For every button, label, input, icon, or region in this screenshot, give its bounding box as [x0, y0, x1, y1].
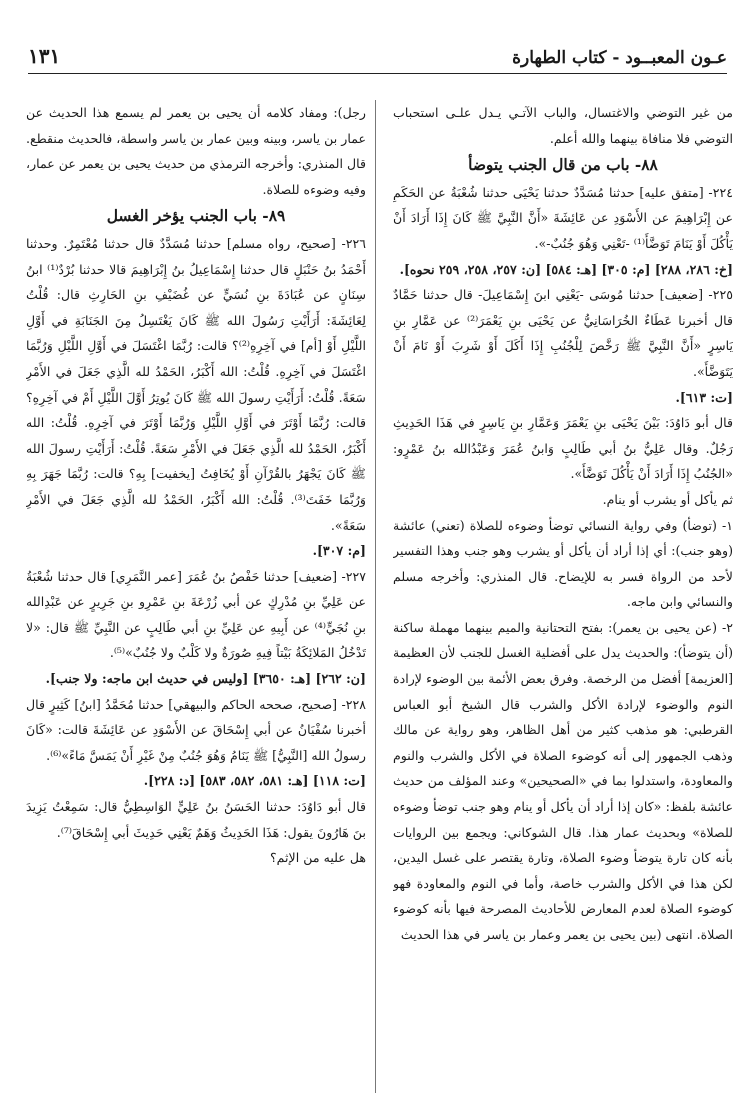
reference-line: [خ: ٢٨٦، ٢٨٨] [م: ٣٠٥] [هـ: ٥٨٤] [ن: ٢٥٧، ٢٥٨، ٢٥٩ نحوه].	[399, 261, 733, 277]
reference-line: [ت: ٦١٣].	[675, 389, 733, 405]
section-heading: ٨٩- باب الجنب يؤخر الغسل	[106, 207, 286, 226]
hadith-paragraph: ٢٢٨- [صحيح، صححه الحاكم والبيهقي] حدثنا مُحَمَّدُ [ابنُ] كَثِيرٍ قال أخبرنا سُفْيَانُ عن أبي إِسْحَاقَ عن الأَسْوَدِ عن عَائِشَةَ قالت: «كَانَ رسولُ الله [النَّبِيُّ] ﷺ يَنَامُ وَهُوَ جُنُبٌ مِنْ غَيْرِ أَنْ يَمَسَّ مَاءً»⁽⁶⁾.	[26, 696, 366, 763]
page-number: ١٣١	[28, 44, 61, 68]
commentary-paragraph: رجل): ومفاد كلامه أن يحيى بن يعمر لم يسمع هذا الحديث عن عمار بن ياسر، وبينه وبين عمار بن ياسر واسطة، فالحديث منقطع. قال المنذري: وأخرجه الترمذي من حديث يحيى بن يعمر عن عمار، وفيه وضوءه للصلاة.	[26, 105, 366, 197]
commentary-paragraph: من غير التوضي والاغتسال، والباب الآتـي يـدل علـى استحباب التوضي فلا منافاة بينهما والله أعلم.	[393, 105, 733, 146]
column-divider	[375, 100, 376, 1093]
hadith-paragraph: قال أبو دَاوُدَ: بَيْنَ يَحْيَى بنِ يَعْمَرَ وَعَمَّارِ بنِ يَاسِرٍ في هَذَا الحَدِيثِ رَجُلٌ. وقال عَلِيُّ بنُ أبي طَالِبٍ وَابنُ عُمَرَ وَعَبْدُالله بنُ عَمْرٍو: «الجُنُبُ إِذَا أَرَادَ أَنْ يَأْكُلَ تَوَضَّأَ».	[393, 415, 733, 482]
commentary-paragraph: هل عليه من الإثم؟	[269, 850, 366, 866]
hadith-paragraph: قال أبو دَاوُدَ: حدثنا الحَسَنُ بنُ عَلِيٍّ الوَاسِطِيُّ قال: سَمِعْتُ يَزِيدَ بنَ هَارُونَ يقول: هَذَا الحَدِيثُ وَهَمٌ يَعْنِي حَدِيثَ أبي إِسْحَاقَ⁽⁷⁾.	[26, 799, 366, 840]
commentary-paragraph: ثم يأكل أو يشرب أو ينام.	[602, 491, 733, 507]
hadith-paragraph: ٢٢٧- [ضعيف] حدثنا حَفْصُ بنُ عُمَرَ [عمر النَّمَرِي] قال حدثنا شُعْبَةُ عن عَلِيِّ بنِ مُدْرِكٍ عن أبي زُرْعَةَ بنِ عَمْرِو بنِ جَرِيرٍ عن عَبْدِالله بنِ نُجَيٍّ⁽⁴⁾ عن أَبِيهِ عن عَلِيِّ بنِ أبي طَالِبٍ عن النَّبِيِّ ﷺ قال: «لا تَدْخُلُ المَلائِكَةُ بَيْتاً فِيهِ صُورَةٌ ولا كَلْبٌ ولا جُنُبٌ»⁽⁵⁾.	[26, 568, 366, 661]
right-column	[393, 100, 733, 1097]
hadith-paragraph: ٢٢٦- [صحيح، رواه مسلم] حدثنا مُسَدَّدٌ قال حدثنا مُعْتَمِرٌ. وحدثنا أَحْمَدُ بنُ حَنْبَلٍ قال حدثنا إِسْمَاعِيلُ بنُ إِبْرَاهِيمَ قالا حدثنا بُرْدٌ⁽¹⁾ ابنُ سِنَانٍ عن عُبَادَةَ بنِ نُسَيٍّ عن غُضَيْفِ بنِ الحَارِثِ قال: قُلْتُ لِعَائِشَةَ: أَرَأَيْتِ رَسُولَ الله ﷺ كَانَ يَغْتَسِلُ مِنَ الجَنَابَةِ في أَوَّلِ اللَّيْلِ أَوْ [أم] في آخِرِهِ⁽²⁾؟ قالت: رُبَّمَا اغْتَسَلَ في أَوَّلِ اللَّيْلِ وَرُبَّمَا اغْتَسَلَ في آخِرِهِ. قُلْتُ: الله أَكْبَرُ، الحَمْدُ لله الَّذِي جَعَلَ في الأَمْرِ سَعَةً. قُلْتُ: أَرَأَيْتِ رسولَ الله ﷺ كَانَ يُوتِرُ أَوَّلَ اللَّيْلِ أَمْ في آخِرِهِ؟ قالت: رُبَّمَا أَوْتَرَ في أَوَّلِ اللَّيْلِ وَرُبَّمَا أَوْتَرَ في آخِرِهِ. قُلْتُ: الله أَكْبَرُ، الحَمْدُ لله الَّذِي جَعَلَ في الأَمْرِ سَعَةً. قُلْتُ: أَرَأَيْتِ رسولَ الله ﷺ كَانَ يَجْهَرُ بالقُرْآنِ أَوْ يُخَافِتُ [يخفيت] بِهِ؟ قالت: رُبَّمَا جَهَرَ بِهِ وَرُبَّمَا خَفَتَ⁽³⁾. قُلْتُ: الله أَكْبَرُ، الحَمْدُ لله الَّذِي جَعَلَ في الأَمْرِ سَعَةً».	[26, 235, 366, 533]
hadith-paragraph: ٢٢٤- [متفق عليه] حدثنا مُسَدَّدٌ حدثنا يَحْيَى حدثنا شُعْبَةُ عن الحَكَمِ عن إِبْرَاهِيمَ عن الأَسْوَدِ عن عَائِشَةَ «أَنَّ النَّبِيَّ ﷺ كَانَ إِذَا أَرَادَ أَنْ يَأْكُلَ أَوْ يَنَامَ تَوَضَّأَ⁽¹⁾ -تَعْنِي وَهُوَ جُنُبٌ-».	[393, 184, 733, 251]
section-heading: ٨٨- باب من قال الجنب يتوضأ	[468, 156, 658, 175]
reference-line: [ت: ١١٨] [هـ: ٥٨١، ٥٨٢، ٥٨٣] [د: ٢٢٨].	[143, 773, 366, 789]
commentary-paragraph: ٢- (عن يحيى بن يعمر): بفتح التحتانية والميم بينهما مهملة ساكنة (أن يتوضأ): والحديث يدل على أفضلية الغسل للجنب لأن العظيمة [العزيمة] أفضل من الرخصة. وفرق بعض الأئمة بين الوضوء لإرادة النوم والوضوء لإرادة الأكل والشرب قال الشيخ أبو العباس القرطبي: هو مذهب كثير من أهل الظاهر، وهو رواية عن مالك وذهب الجمهور إلى أنه كوضوء الصلاة في الأكل والشرب والنوم والمعاودة، واستدلوا بما في «الصحيحين» وعند المؤلف من حديث عائشة بلفظ: «كان إذا أراد أن يأكل أو ينام وهو جنب توضأ وضوءه للصلاة» وبحديث عمار هذا. قال الشوكاني: ويجمع بين الروايات بأنه كان تارة يتوضأ وضوء الصلاة، وتارة يقتصر على غسل اليدين، لكن هذا في الأكل والشرب خاصة، وأما في النوم والمعاودة فهو كوضوء الصلاة لعدم المعارض للأحاديث المصرحة فيها بأنه كوضوء الصلاة. انتهى (بين يحيى بن يعمر وعمار بن ياسر في هذا الحديث	[393, 619, 733, 942]
reference-line: [ن: ٢٦٢] [هـ: ٣٦٥٠] [وليس في حديث ابن ماجه: ولا جنب].	[45, 671, 366, 687]
left-column	[26, 100, 366, 1097]
running-title: عـون المعبــود - كتاب الطهارة	[512, 48, 727, 68]
hadith-paragraph: ٢٢٥- [ضعيف] حدثنا مُوسَى -يَعْنِي ابنَ إِسْمَاعِيلَ- قال حدثنا حَمَّادٌ قال أخبرنا عَطَاءٌ الخُرَاسَانِيُّ عن يَحْيَى بنِ يَعْمَرَ⁽²⁾ عن عَمَّارِ بنِ يَاسِرٍ «أَنَّ النَّبِيَّ ﷺ رَخَّصَ لِلْجُنُبِ إِذَا أَكَلَ أَوْ شَرِبَ أَوْ نَامَ أَنْ يَتَوَضَّأَ».	[393, 287, 733, 379]
commentary-paragraph: ١- (توضأ) وفي رواية النسائي توضأ وضوءه للصلاة (تعني) عائشة (وهو جنب): أي إذا أراد أن يأكل أو يشرب وهو جنب وهذا التفسير لأحد من الرواة فسر به للإيضاح. قال المنذري: وأخرجه مسلم والنسائي وابن ماجه.	[393, 517, 733, 610]
reference-line: [م: ٣٠٧].	[312, 543, 366, 559]
page-header	[28, 42, 727, 74]
